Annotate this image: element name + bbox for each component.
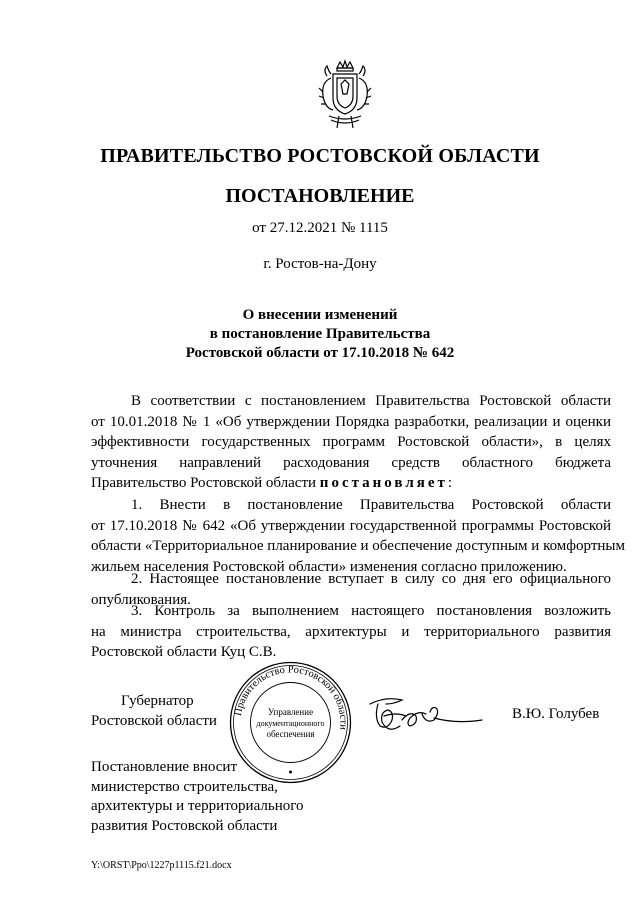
signatory-name: В.Ю. Голубев: [512, 706, 600, 722]
text-line: Ростовской области Куц С.В.: [91, 644, 277, 660]
text-line: от 17.10.2018 № 642 «Об утверждении государственной программы Ростовской: [91, 517, 611, 534]
text-line: жильем населения Ростовской области» изменения согласно приложению.: [91, 558, 567, 575]
document-date-number: от 27.12.2021 № 1115: [252, 220, 388, 236]
text-line: 1. Внести в постановление Правительства Ростовской области: [131, 497, 611, 513]
signatory-position: [91, 691, 217, 731]
preamble-paragraph: [91, 391, 611, 494]
position-line: Губернатор: [121, 693, 194, 709]
item-1-paragraph: [91, 495, 625, 577]
introducer-line: Постановление вносит: [91, 759, 238, 775]
text-line: [91, 473, 611, 494]
resolves-word: постановляет: [319, 475, 448, 491]
text-line: эффективности государственных программ Ростовской области», в целях: [91, 434, 611, 450]
document-city: г. Ростов-на-Дону: [263, 256, 377, 272]
handwritten-signature: [366, 690, 486, 740]
introducer-line: развития Ростовской области: [91, 817, 278, 834]
position-line: Ростовской области: [91, 713, 217, 729]
stamp-ring-text: Правительство Ростовской области: [232, 664, 349, 731]
file-path-footer: Y:\ORST\Ppo\1227p1115.f21.docx: [91, 860, 232, 871]
text-line: области «Территориальное планирование и обеспечение доступным и комфортным: [91, 538, 625, 554]
text-line: уточнения направлений расходования средств областного бюджета: [91, 454, 611, 471]
item-3-paragraph: [91, 601, 611, 663]
stamp-inner-line: документационного: [256, 719, 325, 728]
text-fragment: Правительство Ростовской области: [91, 475, 320, 491]
coat-of-arms-icon: [313, 58, 377, 130]
subject-line: О внесении изменений: [242, 307, 398, 323]
stamp-inner-line: Управление: [267, 707, 314, 717]
text-line: от 10.01.2018 № 1 «Об утверждении Порядка разработки, реализации и оценки: [91, 413, 611, 430]
subject-line: Ростовской области от 17.10.2018 № 642: [185, 345, 455, 361]
text-line: 2. Настоящее постановление вступает в силу со дня его официального: [131, 571, 611, 587]
subject-line: в постановление Правительства: [209, 326, 431, 342]
text-line: на министра строительства, архитектуры и территориального развития: [91, 623, 611, 640]
document-subject: [0, 306, 640, 363]
text-line: В соответствии с постановлением Правительства Ростовской области: [131, 393, 611, 409]
introducer-line: министерство строительства,: [91, 778, 278, 795]
introducer-block: [91, 758, 304, 836]
text-line: опубликования.: [91, 591, 191, 608]
government-title: ПРАВИТЕЛЬСТВО РОСТОВСКОЙ ОБЛАСТИ: [100, 145, 540, 167]
text-line: 3. Контроль за выполнением настоящего постановления возложить: [131, 603, 611, 619]
text-fragment: :: [447, 475, 453, 491]
stamp-inner-line: обеспечения: [266, 729, 315, 739]
introducer-line: архитектуры и территориального: [91, 798, 304, 814]
document-type: ПОСТАНОВЛЕНИЕ: [225, 185, 415, 207]
